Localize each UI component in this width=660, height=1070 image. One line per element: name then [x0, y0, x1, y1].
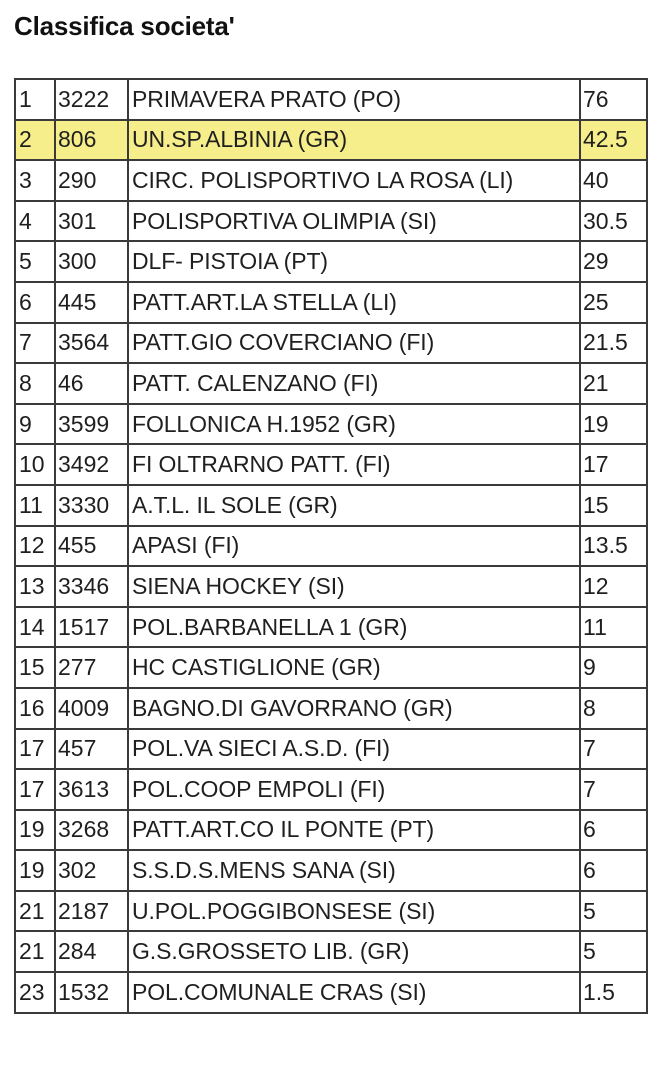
table-row — [15, 485, 647, 526]
rank-cell: 7 — [15, 323, 55, 364]
table-row — [15, 891, 647, 932]
society-code-cell: 301 — [55, 201, 128, 242]
society-name-cell: FI OLTRARNO PATT. (FI) — [128, 444, 580, 485]
rank-cell: 13 — [15, 566, 55, 607]
society-code-cell: 445 — [55, 282, 128, 323]
points-cell: 21 — [580, 363, 647, 404]
society-code-cell: 1517 — [55, 607, 128, 648]
society-name-cell: FOLLONICA H.1952 (GR) — [128, 404, 580, 445]
society-code-cell: 46 — [55, 363, 128, 404]
society-name-cell: U.POL.POGGIBONSESE (SI) — [128, 891, 580, 932]
rank-cell: 1 — [15, 79, 55, 120]
society-name-cell: APASI (FI) — [128, 526, 580, 567]
table-row — [15, 850, 647, 891]
society-code-cell: 1532 — [55, 972, 128, 1013]
table-row — [15, 323, 647, 364]
society-code-cell: 2187 — [55, 891, 128, 932]
points-cell: 29 — [580, 241, 647, 282]
society-name-cell: G.S.GROSSETO LIB. (GR) — [128, 931, 580, 972]
society-name-cell: BAGNO.DI GAVORRANO (GR) — [128, 688, 580, 729]
rank-cell: 4 — [15, 201, 55, 242]
rank-cell: 3 — [15, 160, 55, 201]
table-row — [15, 404, 647, 445]
table-row — [15, 282, 647, 323]
society-code-cell: 3268 — [55, 810, 128, 851]
society-name-cell: PATT.GIO COVERCIANO (FI) — [128, 323, 580, 364]
rank-cell: 19 — [15, 810, 55, 851]
table-row — [15, 160, 647, 201]
points-cell: 11 — [580, 607, 647, 648]
rank-cell: 12 — [15, 526, 55, 567]
table-row — [15, 201, 647, 242]
table-row — [15, 566, 647, 607]
table-row — [15, 769, 647, 810]
society-name-cell: PATT. CALENZANO (FI) — [128, 363, 580, 404]
society-name-cell: POL.COMUNALE CRAS (SI) — [128, 972, 580, 1013]
society-name-cell: S.S.D.S.MENS SANA (SI) — [128, 850, 580, 891]
society-name-cell: POLISPORTIVA OLIMPIA (SI) — [128, 201, 580, 242]
points-cell: 25 — [580, 282, 647, 323]
rank-cell: 21 — [15, 891, 55, 932]
society-code-cell: 3330 — [55, 485, 128, 526]
table-row — [15, 810, 647, 851]
society-name-cell: DLF- PISTOIA (PT) — [128, 241, 580, 282]
society-code-cell: 457 — [55, 729, 128, 770]
society-code-cell: 4009 — [55, 688, 128, 729]
society-code-cell: 300 — [55, 241, 128, 282]
society-name-cell: CIRC. POLISPORTIVO LA ROSA (LI) — [128, 160, 580, 201]
points-cell: 21.5 — [580, 323, 647, 364]
society-code-cell: 284 — [55, 931, 128, 972]
rank-cell: 15 — [15, 647, 55, 688]
points-cell: 5 — [580, 931, 647, 972]
table-row-highlighted — [15, 120, 647, 161]
rank-cell: 23 — [15, 972, 55, 1013]
points-cell: 13.5 — [580, 526, 647, 567]
table-row — [15, 647, 647, 688]
points-cell: 5 — [580, 891, 647, 932]
points-cell: 30.5 — [580, 201, 647, 242]
points-cell: 19 — [580, 404, 647, 445]
rank-cell: 6 — [15, 282, 55, 323]
points-cell: 9 — [580, 647, 647, 688]
rank-cell: 8 — [15, 363, 55, 404]
society-code-cell: 3222 — [55, 79, 128, 120]
society-code-cell: 806 — [55, 120, 128, 161]
society-name-cell: POL.BARBANELLA 1 (GR) — [128, 607, 580, 648]
society-name-cell: PRIMAVERA PRATO (PO) — [128, 79, 580, 120]
table-row — [15, 363, 647, 404]
society-code-cell: 3613 — [55, 769, 128, 810]
rank-cell: 17 — [15, 729, 55, 770]
points-cell: 76 — [580, 79, 647, 120]
rank-cell: 21 — [15, 931, 55, 972]
points-cell: 7 — [580, 729, 647, 770]
rank-cell: 17 — [15, 769, 55, 810]
table-row — [15, 444, 647, 485]
points-cell: 15 — [580, 485, 647, 526]
rank-cell: 2 — [15, 120, 55, 161]
society-name-cell: UN.SP.ALBINIA (GR) — [128, 120, 580, 161]
page-title: Classifica societa' — [14, 11, 235, 41]
rank-cell: 16 — [15, 688, 55, 729]
points-cell: 6 — [580, 850, 647, 891]
society-name-cell: HC CASTIGLIONE (GR) — [128, 647, 580, 688]
table-row — [15, 526, 647, 567]
society-code-cell: 277 — [55, 647, 128, 688]
society-code-cell: 302 — [55, 850, 128, 891]
points-cell: 12 — [580, 566, 647, 607]
society-name-cell: PATT.ART.LA STELLA (LI) — [128, 282, 580, 323]
society-name-cell: POL.COOP EMPOLI (FI) — [128, 769, 580, 810]
table-row — [15, 607, 647, 648]
society-code-cell: 3492 — [55, 444, 128, 485]
points-cell: 17 — [580, 444, 647, 485]
table-row — [15, 729, 647, 770]
table-row — [15, 79, 647, 120]
table-row — [15, 931, 647, 972]
society-code-cell: 455 — [55, 526, 128, 567]
rank-cell: 10 — [15, 444, 55, 485]
points-cell: 7 — [580, 769, 647, 810]
society-name-cell: A.T.L. IL SOLE (GR) — [128, 485, 580, 526]
table-row — [15, 688, 647, 729]
points-cell: 40 — [580, 160, 647, 201]
society-code-cell: 3564 — [55, 323, 128, 364]
ranking-table-body — [15, 79, 647, 1013]
table-row — [15, 972, 647, 1013]
points-cell: 1.5 — [580, 972, 647, 1013]
rank-cell: 11 — [15, 485, 55, 526]
table-row — [15, 241, 647, 282]
points-cell: 42.5 — [580, 120, 647, 161]
rank-cell: 19 — [15, 850, 55, 891]
rank-cell: 9 — [15, 404, 55, 445]
society-name-cell: POL.VA SIECI A.S.D. (FI) — [128, 729, 580, 770]
points-cell: 6 — [580, 810, 647, 851]
society-code-cell: 3599 — [55, 404, 128, 445]
rank-cell: 5 — [15, 241, 55, 282]
society-name-cell: SIENA HOCKEY (SI) — [128, 566, 580, 607]
society-code-cell: 3346 — [55, 566, 128, 607]
society-name-cell: PATT.ART.CO IL PONTE (PT) — [128, 810, 580, 851]
society-code-cell: 290 — [55, 160, 128, 201]
ranking-table — [14, 78, 648, 1014]
rank-cell: 14 — [15, 607, 55, 648]
points-cell: 8 — [580, 688, 647, 729]
